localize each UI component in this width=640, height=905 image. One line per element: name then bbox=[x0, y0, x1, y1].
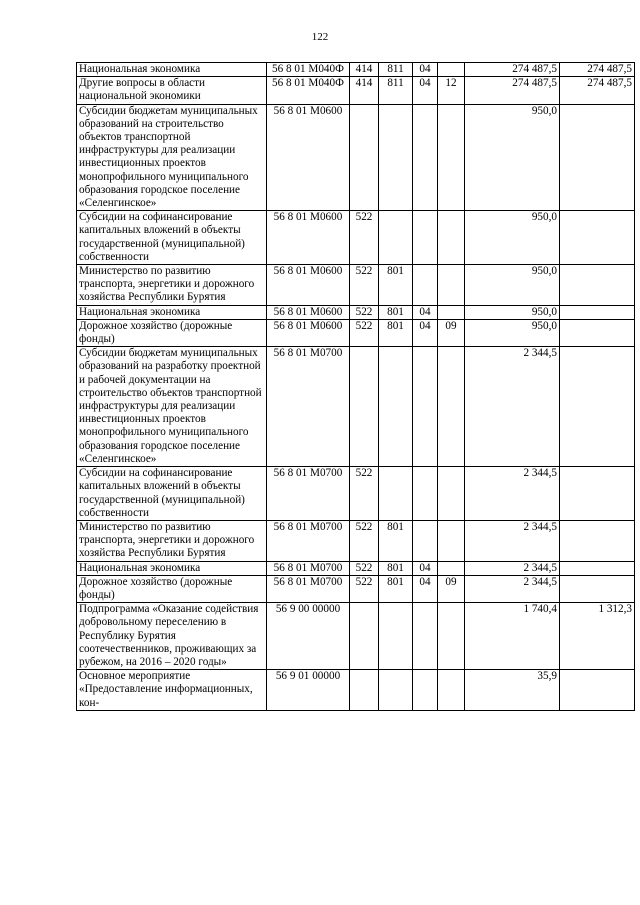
row-rz-cell bbox=[379, 670, 413, 711]
row-name-cell: Национальная экономика bbox=[77, 305, 267, 319]
row-ved-cell: 522 bbox=[350, 520, 379, 561]
row-pr-cell: 04 bbox=[413, 319, 438, 346]
row-sum-next-cell bbox=[560, 520, 635, 561]
row-code-cell: 56 8 01 М040Ф bbox=[267, 77, 350, 104]
row-sum-current-cell: 2 344,5 bbox=[465, 561, 560, 575]
row-code-cell: 56 8 01 М040Ф bbox=[267, 63, 350, 77]
row-sum-next-cell: 1 312,3 bbox=[560, 603, 635, 670]
budget-table bbox=[76, 62, 635, 711]
row-sum-current-cell: 950,0 bbox=[465, 305, 560, 319]
row-name-cell: Другие вопросы в области национальной экономики bbox=[77, 77, 267, 104]
row-code-cell: 56 9 01 00000 bbox=[267, 670, 350, 711]
row-ved-cell: 522 bbox=[350, 575, 379, 602]
row-rz-cell: 801 bbox=[379, 561, 413, 575]
row-sum-next-cell: 274 487,5 bbox=[560, 77, 635, 104]
table-row bbox=[77, 670, 635, 711]
row-ved-cell: 522 bbox=[350, 265, 379, 306]
row-pr-cell bbox=[413, 670, 438, 711]
row-rz-cell: 811 bbox=[379, 63, 413, 77]
row-ved-cell: 522 bbox=[350, 467, 379, 521]
row-rz-cell bbox=[379, 104, 413, 211]
row-vr-cell bbox=[438, 265, 465, 306]
row-rz-cell: 801 bbox=[379, 265, 413, 306]
row-sum-current-cell: 274 487,5 bbox=[465, 77, 560, 104]
table-row bbox=[77, 77, 635, 104]
row-ved-cell: 522 bbox=[350, 319, 379, 346]
row-rz-cell: 801 bbox=[379, 319, 413, 346]
row-ved-cell: 414 bbox=[350, 77, 379, 104]
row-ved-cell bbox=[350, 104, 379, 211]
row-vr-cell bbox=[438, 670, 465, 711]
table-row bbox=[77, 63, 635, 77]
row-sum-next-cell: 274 487,5 bbox=[560, 63, 635, 77]
row-ved-cell bbox=[350, 603, 379, 670]
row-rz-cell bbox=[379, 603, 413, 670]
page-number: 122 bbox=[311, 31, 329, 43]
row-ved-cell bbox=[350, 670, 379, 711]
row-rz-cell: 801 bbox=[379, 520, 413, 561]
row-rz-cell bbox=[379, 211, 413, 265]
table-row bbox=[77, 265, 635, 306]
row-sum-current-cell: 2 344,5 bbox=[465, 575, 560, 602]
row-sum-current-cell: 2 344,5 bbox=[465, 347, 560, 467]
row-sum-next-cell bbox=[560, 347, 635, 467]
row-sum-next-cell bbox=[560, 670, 635, 711]
row-vr-cell: 09 bbox=[438, 575, 465, 602]
row-pr-cell bbox=[413, 467, 438, 521]
row-sum-next-cell bbox=[560, 319, 635, 346]
row-sum-next-cell bbox=[560, 575, 635, 602]
row-name-cell: Национальная экономика bbox=[77, 561, 267, 575]
row-sum-next-cell bbox=[560, 211, 635, 265]
row-rz-cell: 811 bbox=[379, 77, 413, 104]
row-vr-cell bbox=[438, 347, 465, 467]
row-pr-cell: 04 bbox=[413, 305, 438, 319]
row-sum-current-cell: 2 344,5 bbox=[465, 467, 560, 521]
row-name-cell: Субсидии бюджетам муниципальных образований на строительство объектов транспортной инфраструктуры для реализации инвестиционных проектов монопрофильного муниципального образования городское поселение «Селенгинское» bbox=[77, 104, 267, 211]
table-row bbox=[77, 561, 635, 575]
table-row bbox=[77, 467, 635, 521]
row-vr-cell bbox=[438, 561, 465, 575]
row-sum-current-cell: 274 487,5 bbox=[465, 63, 560, 77]
row-ved-cell: 522 bbox=[350, 561, 379, 575]
row-vr-cell: 09 bbox=[438, 319, 465, 346]
table-row bbox=[77, 575, 635, 602]
row-sum-next-cell bbox=[560, 104, 635, 211]
table-row bbox=[77, 211, 635, 265]
row-vr-cell bbox=[438, 467, 465, 521]
row-sum-current-cell: 2 344,5 bbox=[465, 520, 560, 561]
row-rz-cell: 801 bbox=[379, 305, 413, 319]
row-code-cell: 56 8 01 М0700 bbox=[267, 347, 350, 467]
row-pr-cell bbox=[413, 104, 438, 211]
row-code-cell: 56 8 01 М0600 bbox=[267, 319, 350, 346]
row-pr-cell: 04 bbox=[413, 575, 438, 602]
row-sum-next-cell bbox=[560, 561, 635, 575]
row-pr-cell: 04 bbox=[413, 63, 438, 77]
row-code-cell: 56 8 01 М0700 bbox=[267, 561, 350, 575]
row-pr-cell bbox=[413, 211, 438, 265]
row-vr-cell bbox=[438, 603, 465, 670]
table-row bbox=[77, 104, 635, 211]
row-code-cell: 56 8 01 М0600 bbox=[267, 265, 350, 306]
row-vr-cell bbox=[438, 104, 465, 211]
row-code-cell: 56 9 00 00000 bbox=[267, 603, 350, 670]
row-name-cell: Министерство по развитию транспорта, энергетики и дорожного хозяйства Республики Бурятия bbox=[77, 520, 267, 561]
row-name-cell: Министерство по развитию транспорта, энергетики и дорожного хозяйства Республики Бурятия bbox=[77, 265, 267, 306]
row-rz-cell bbox=[379, 467, 413, 521]
row-ved-cell: 414 bbox=[350, 63, 379, 77]
row-sum-next-cell bbox=[560, 305, 635, 319]
row-vr-cell bbox=[438, 63, 465, 77]
row-vr-cell bbox=[438, 305, 465, 319]
table-row bbox=[77, 603, 635, 670]
row-name-cell: Дорожное хозяйство (дорожные фонды) bbox=[77, 319, 267, 346]
row-pr-cell bbox=[413, 520, 438, 561]
row-pr-cell bbox=[413, 603, 438, 670]
row-vr-cell bbox=[438, 520, 465, 561]
row-name-cell: Подпрограмма «Оказание содействия добровольному переселению в Республику Бурятия соотечественников, проживающих за рубежом, на 2016 – 2020 годы» bbox=[77, 603, 267, 670]
row-pr-cell bbox=[413, 265, 438, 306]
row-name-cell: Основное мероприятие «Предоставление информационных, кон- bbox=[77, 670, 267, 711]
row-code-cell: 56 8 01 М0600 bbox=[267, 305, 350, 319]
row-sum-current-cell: 35,9 bbox=[465, 670, 560, 711]
table-row bbox=[77, 305, 635, 319]
table-row bbox=[77, 347, 635, 467]
row-name-cell: Субсидии на софинансирование капитальных вложений в объекты государственной (муниципальной) собственности bbox=[77, 467, 267, 521]
row-name-cell: Субсидии на софинансирование капитальных вложений в объекты государственной (муниципальной) собственности bbox=[77, 211, 267, 265]
row-pr-cell bbox=[413, 347, 438, 467]
row-sum-current-cell: 1 740,4 bbox=[465, 603, 560, 670]
row-ved-cell: 522 bbox=[350, 305, 379, 319]
row-code-cell: 56 8 01 М0700 bbox=[267, 520, 350, 561]
row-rz-cell: 801 bbox=[379, 575, 413, 602]
row-name-cell: Дорожное хозяйство (дорожные фонды) bbox=[77, 575, 267, 602]
row-code-cell: 56 8 01 М0600 bbox=[267, 211, 350, 265]
table-row bbox=[77, 319, 635, 346]
row-sum-next-cell bbox=[560, 467, 635, 521]
row-vr-cell bbox=[438, 211, 465, 265]
row-pr-cell: 04 bbox=[413, 561, 438, 575]
row-sum-current-cell: 950,0 bbox=[465, 319, 560, 346]
row-sum-current-cell: 950,0 bbox=[465, 104, 560, 211]
row-vr-cell: 12 bbox=[438, 77, 465, 104]
row-ved-cell: 522 bbox=[350, 211, 379, 265]
row-name-cell: Национальная экономика bbox=[77, 63, 267, 77]
row-ved-cell bbox=[350, 347, 379, 467]
row-code-cell: 56 8 01 М0600 bbox=[267, 104, 350, 211]
row-code-cell: 56 8 01 М0700 bbox=[267, 467, 350, 521]
row-rz-cell bbox=[379, 347, 413, 467]
table-row bbox=[77, 520, 635, 561]
row-sum-next-cell bbox=[560, 265, 635, 306]
row-sum-current-cell: 950,0 bbox=[465, 265, 560, 306]
row-pr-cell: 04 bbox=[413, 77, 438, 104]
row-name-cell: Субсидии бюджетам муниципальных образований на разработку проектной и рабочей документации на строительство объектов транспортной инфраструктуры для реализации инвестиционных проектов монопрофильного муниципального образования городское поселение «Селенгинское» bbox=[77, 347, 267, 467]
row-code-cell: 56 8 01 М0700 bbox=[267, 575, 350, 602]
row-sum-current-cell: 950,0 bbox=[465, 211, 560, 265]
